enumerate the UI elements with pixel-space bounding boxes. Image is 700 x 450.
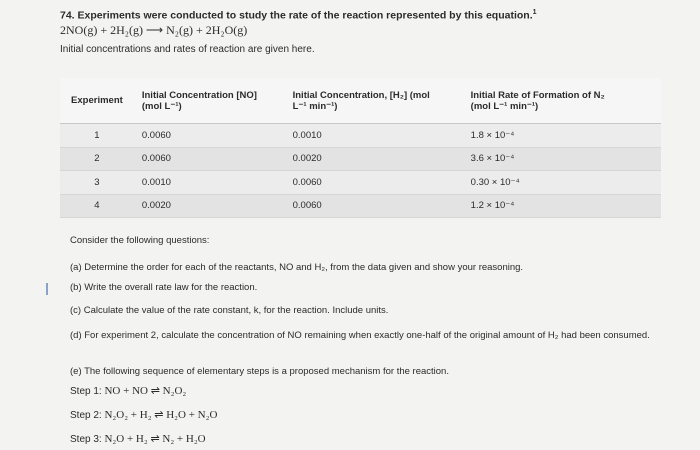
step-label: Step 3: [70,434,102,445]
reaction-equation: 2NO(g) + 2H₂(g) ⟶ N₂(g) + 2H₂O(g) [60,23,248,37]
intro-text: Initial concentrations and rates of reaction are given here. [60,44,315,55]
table-header-row [60,78,661,124]
cell-rate: 3.6 × 10⁻⁴ [463,147,661,171]
cell-rate: 0.30 × 10⁻⁴ [463,171,661,195]
header-experiment: Experiment [60,78,134,124]
step-equation: N₂O₂ + H₂ ⇌ H₂O + N₂O [104,409,218,421]
mechanism-step-1 [70,384,186,397]
cell-no: 0.0010 [134,171,285,195]
cell-h2: 0.0060 [285,194,463,218]
cell-experiment: 3 [60,171,134,195]
header-no-concentration: Initial Concentration [NO] (mol L⁻¹) [134,78,285,124]
cell-experiment: 2 [60,147,134,171]
cell-no: 0.0060 [134,124,285,148]
cell-h2: 0.0010 [285,124,463,148]
header-h2-concentration: Initial Concentration, [H₂] (mol L⁻¹ min⁻¹) [285,78,463,124]
cell-rate: 1.8 × 10⁻⁴ [463,124,661,148]
cell-rate: 1.2 × 10⁻⁴ [463,194,661,218]
table-row [60,124,661,148]
cell-experiment: 1 [60,124,134,148]
question-e: (e) The following sequence of elementary steps is a proposed mechanism for the reaction. [70,366,449,377]
step-equation: NO + NO ⇌ N₂O₂ [104,385,187,397]
question-c: (c) Calculate the value of the rate constant, k, for the reaction. Include units. [70,305,389,316]
question-d: (d) For experiment 2, calculate the concentration of NO remaining when exactly one-half of the original amount of H₂ had been consumed. [70,330,650,341]
table-row [60,194,661,218]
step-equation: N₂O + H₂ ⇌ N₂ + H₂O [104,433,206,445]
cell-no: 0.0060 [134,147,285,171]
header-rate: Initial Rate of Formation of N₂ (mol L⁻¹ min⁻¹) [463,78,661,124]
question-title: 74. Experiments were conducted to study the rate of the reaction represented by this equation.$^1$ [60,9,537,22]
rate-data-table [60,78,661,218]
mechanism-step-2 [70,408,217,421]
table-row [60,147,661,171]
cell-h2: 0.0020 [285,147,463,171]
footnote-marker: 1 [532,9,537,16]
cell-h2: 0.0060 [285,171,463,195]
cell-experiment: 4 [60,194,134,218]
step-label: Step 1: [70,386,102,397]
questions-prompt: Consider the following questions: [70,235,210,246]
question-b: (b) Write the overall rate law for the reaction. [70,282,258,293]
margin-marker [46,283,48,295]
mechanism-step-3 [70,432,206,445]
cell-no: 0.0020 [134,194,285,218]
step-label: Step 2: [70,410,102,421]
table-row [60,171,661,195]
question-a: (a) Determine the order for each of the reactants, NO and H₂, from the data given and show your reasoning. [70,262,524,273]
